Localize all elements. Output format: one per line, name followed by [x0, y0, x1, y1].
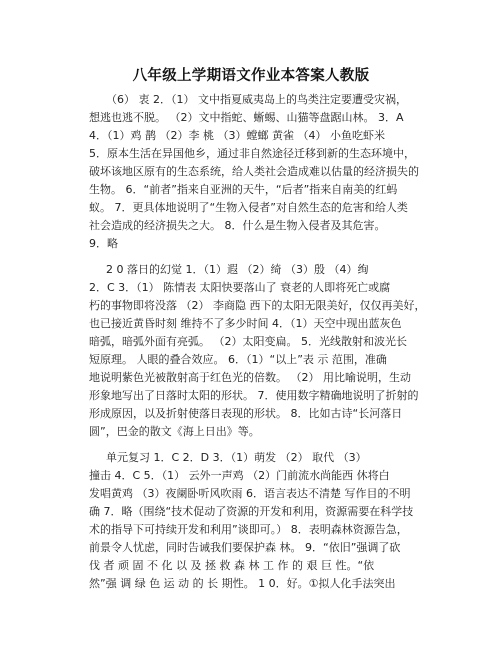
text-line: 暗弧，暗弧外面有亮弧。 （2）太阳变扁。 5．光线散射和波光长: [89, 335, 407, 348]
text-line: 9．略: [89, 237, 118, 250]
text-line: 5．原本生活在异国他乡，通过非自然途径迁移到新的生态环境中，: [89, 147, 415, 160]
text-line: 撞击 4．C 5．（1） 云外一声鸡 （2）门前流水尚能西 休将白: [89, 469, 390, 482]
text-line: 然”强 调 绿 色 运 动 的 长 期性。 1 0．好。①拟人化手法突出: [89, 577, 396, 590]
document-title: 八年级上学期语文作业本答案人教版: [132, 68, 370, 84]
text-line: 形象地写出了日落时太阳的形状。 7．使用数字精确地说明了折射的: [89, 389, 419, 402]
text-line: 确 7．略（围绕“技术促动了资源的开发和利用，资源需要在科学技: [89, 505, 414, 518]
text-line: 短原理。 人眼的叠合效应。 6．（1）“以上”表 示 范围，准确: [89, 353, 387, 366]
text-line: 也已接近黄昏时刻 维持不了多少时间 4．（1）天空中现出蓝灰色: [89, 317, 402, 330]
text-line: 朽的事物即将没落 （2） 李商隐 西下的太阳无限美好，仅仅再美好，: [89, 299, 426, 312]
text-line: 圆”，巴金的散文《海上日出》等。: [89, 425, 260, 438]
text-line: 术的指导下可持续开发和利用”谈即可。） 8．表明森林资源告急，: [89, 523, 408, 536]
text-line: 蚁。 7．更具体地说明了“生物入侵者”对自然生态的危害和给人类: [89, 201, 408, 214]
text-line: 想逃也逃不脱。 （2）文中指蛇、蜥蜴、山猫等盘踞山林。 3．A: [89, 111, 404, 124]
text-line: 社会造成的经济损失之大。 8．什么是生物入侵者及其危害。: [89, 219, 386, 232]
text-line: 伐 者 顽 固 不 化 以 及 拯 救 森 林 工 作 的 艰 巨 性。“依: [89, 559, 375, 572]
text-line: 2．C 3．（1） 陈情表 太阳快要落山了 衰老的人即将死亡或腐: [89, 281, 391, 294]
text-line: 生物。 6．“前者”指来自亚洲的天牛，“后者”指来自南美的红蚂: [89, 183, 398, 196]
text-line: 地说明紫色光被散射高于红色光的倍数。 （2） 用比喻说明，生动: [89, 371, 411, 384]
text-line: 发唱黄鸡 （3）夜阑卧听风吹雨 6．语言表达不清楚 写作目的不明: [89, 487, 411, 500]
text-line: 单元复习 1．C 2．D 3．（1）萌发 （2） 取代 （3）: [106, 451, 367, 464]
text-line: 4．（1）鸡 鹊 （2）李 桃 （3）螳螂 黄雀 （4） 小鱼吃虾米: [89, 129, 385, 142]
text-line: 前景令人忧虑，同时告诫我们要保护森 林。 9．“依旧”强调了砍: [89, 541, 401, 554]
text-line: 破坏该地区原有的生态系统，给人类社会造成难以估量的经济损失的: [89, 165, 419, 178]
text-line: （6） 衷 2．（1） 文中指夏威夷岛上的鸟类注定要遭受灾祸，: [106, 93, 407, 106]
text-line: 2 0 落日的幻觉 1．（1）遐 （2）绮 （3）殷 （4）绚: [106, 263, 369, 276]
text-line: 形成原因，以及折射使落日表现的形状。 8．比如古诗“长河落日: [89, 407, 403, 420]
